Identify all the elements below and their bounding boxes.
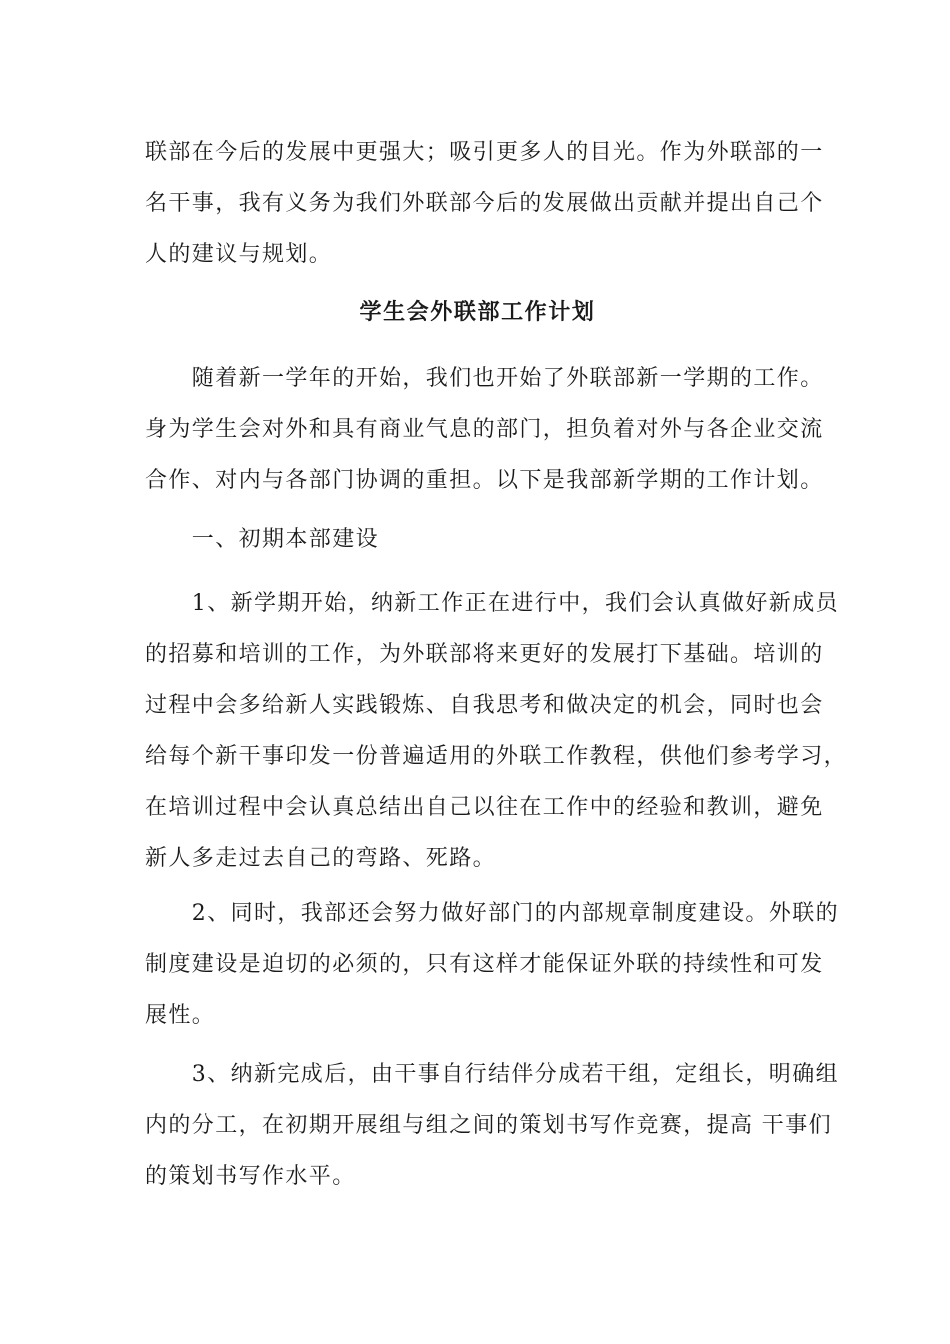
item2-paragraph bbox=[145, 888, 839, 1041]
paragraph-line: 3、纳新完成后，由干事自行结伴分成若干组，定组长，明确组 bbox=[145, 1062, 839, 1087]
paragraph-line: 新人多走过去自己的弯路、死路。 bbox=[145, 846, 497, 871]
paragraph-line: 人的建议与规划。 bbox=[145, 242, 333, 267]
intro-paragraph bbox=[145, 353, 824, 506]
paragraph-line: 1、新学期开始，纳新工作正在进行中，我们会认真做好新成员 bbox=[145, 591, 839, 616]
paragraph-line: 在培训过程中会认真总结出自己以往在工作中的经验和教训，避免 bbox=[145, 795, 824, 820]
paragraph-line: 制度建设是迫切的必须的，只有这样才能保证外联的持续性和可发 bbox=[145, 952, 824, 977]
paragraph-line: 身为学生会对外和具有商业气息的部门，担负着对外与各企业交流 bbox=[145, 417, 824, 442]
section1-heading bbox=[145, 514, 810, 565]
item3-paragraph bbox=[145, 1049, 839, 1202]
paragraph-line: 过程中会多给新人实践锻炼、自我思考和做决定的机会，同时也会 bbox=[145, 693, 824, 718]
continuation-paragraph bbox=[145, 127, 824, 280]
paragraph-line: 随着新一学年的开始，我们也开始了外联部新一学期的工作。 bbox=[145, 366, 824, 391]
item1-paragraph bbox=[145, 578, 848, 884]
paragraph-line: 展性。 bbox=[145, 1003, 216, 1028]
paragraph-line: 联部在今后的发展中更强大；吸引更多人的目光。作为外联部的一 bbox=[145, 140, 824, 165]
paragraph-line: 的招募和培训的工作，为外联部将来更好的发展打下基础。培训的 bbox=[145, 642, 824, 667]
paragraph-line: 内的分工，在初期开展组与组之间的策划书写作竞赛，提高 干事们 bbox=[145, 1113, 832, 1138]
paragraph-line: 合作、对内与各部门协调的重担。以下是我部新学期的工作计划。 bbox=[145, 468, 824, 493]
section-title: 学生会外联部工作计划 bbox=[359, 299, 596, 325]
paragraph-line: 名干事，我有义务为我们外联部今后的发展做出贡献并提出自己个 bbox=[145, 191, 824, 216]
heading-line: 一、初期本部建设 bbox=[145, 527, 380, 552]
paragraph-line: 的策划书写作水平。 bbox=[145, 1164, 356, 1189]
paragraph-line: 2、同时，我部还会努力做好部门的内部规章制度建设。外联的 bbox=[145, 901, 839, 926]
paragraph-line: 给每个新干事印发一份普遍适用的外联工作教程，供他们参考学习， bbox=[145, 744, 848, 769]
